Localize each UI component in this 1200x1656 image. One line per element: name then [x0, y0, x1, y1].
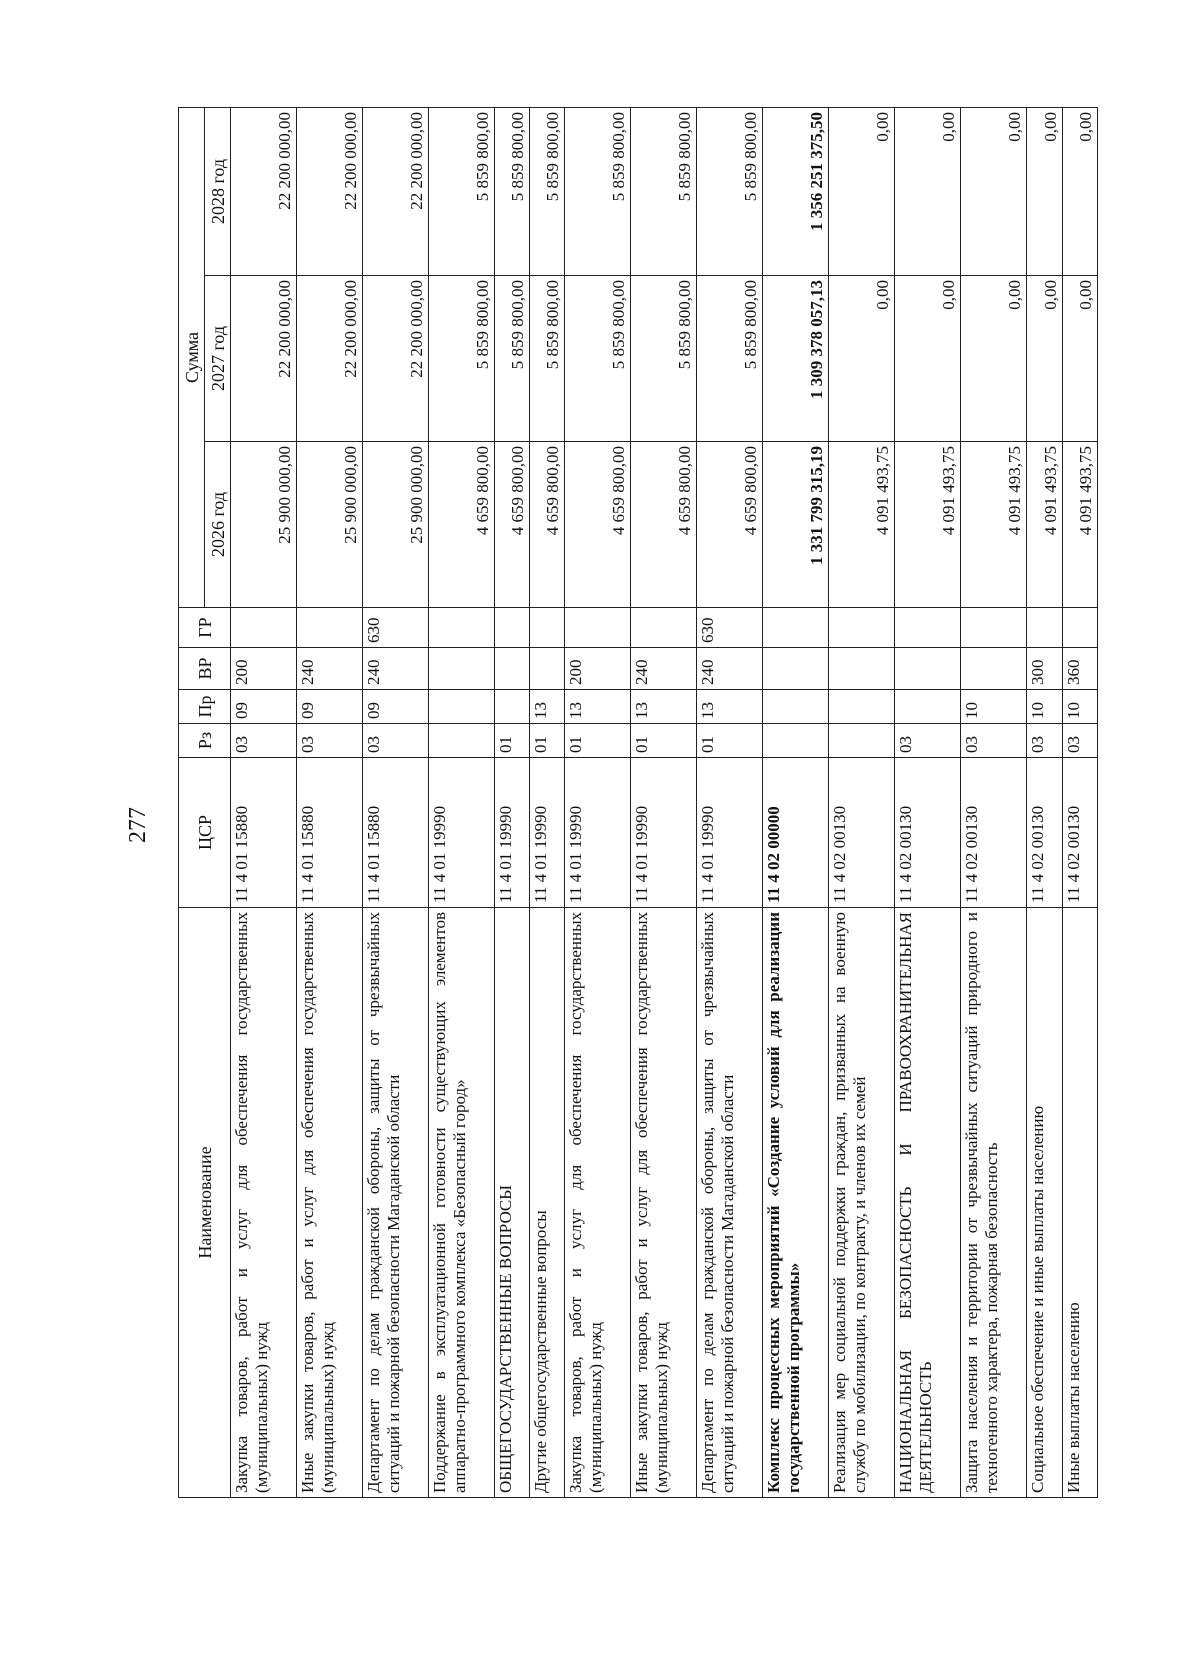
cell-gr [961, 608, 1027, 648]
header-pr: Пр [179, 690, 231, 724]
cell-vr: 200 [231, 648, 297, 690]
cell-vr: 240 [296, 648, 362, 690]
cell-name: Иные выплаты населению [1062, 908, 1098, 1498]
cell-name: Реализация мер социальной поддержки граждан, призванных на военную службу по мобилизации, по контракту, и членов их семей [829, 908, 895, 1498]
table-row [428, 107, 494, 1497]
cell-vr [494, 648, 529, 690]
header-sum: Сумма [179, 107, 205, 607]
cell-name: Поддержание в эксплуатационной готовности существующих элементов аппаратно-программного комплекса «Безопасный город» [428, 908, 494, 1498]
cell-y2028: 5 859 800,00 [530, 107, 565, 275]
cell-csr: 11 4 02 00130 [961, 758, 1027, 908]
table-row [1027, 107, 1062, 1497]
cell-csr: 11 4 01 19990 [631, 758, 697, 908]
cell-vr [829, 648, 895, 690]
table-row [1062, 107, 1098, 1497]
cell-y2027: 5 859 800,00 [428, 276, 494, 442]
cell-rz [763, 724, 829, 758]
budget-table [178, 107, 1098, 1498]
header-vr: ВР [179, 648, 231, 690]
table-row [296, 107, 362, 1497]
cell-csr: 11 4 01 19990 [697, 758, 763, 908]
cell-pr: 09 [362, 690, 428, 724]
table-body [231, 107, 1098, 1497]
header-2027: 2027 год [205, 276, 231, 442]
cell-rz: 01 [565, 724, 631, 758]
cell-pr: 10 [961, 690, 1027, 724]
cell-csr: 11 4 01 15880 [362, 758, 428, 908]
cell-y2028: 0,00 [961, 107, 1027, 275]
table-row [362, 107, 428, 1497]
cell-y2028: 0,00 [1027, 107, 1062, 275]
cell-csr: 11 4 01 19990 [494, 758, 529, 908]
cell-y2027: 5 859 800,00 [565, 276, 631, 442]
cell-name: Департамент по делам гражданской обороны, защиты от чрезвычайных ситуаций и пожарной безопасности Магаданской области [697, 908, 763, 1498]
cell-vr [763, 648, 829, 690]
cell-y2027: 0,00 [961, 276, 1027, 442]
cell-y2026: 4 659 800,00 [697, 442, 763, 608]
cell-y2027: 0,00 [895, 276, 961, 442]
budget-table-rotated [178, 108, 1098, 1498]
cell-rz: 03 [296, 724, 362, 758]
cell-rz: 03 [961, 724, 1027, 758]
cell-pr: 13 [697, 690, 763, 724]
cell-name: Закупка товаров, работ и услуг для обеспечения государственных (муниципальных) нужд [565, 908, 631, 1498]
table-row [895, 107, 961, 1497]
cell-pr: 13 [631, 690, 697, 724]
cell-name: Защита населения и территории от чрезвычайных ситуаций природного и техногенного характера, пожарная безопасность [961, 908, 1027, 1498]
cell-csr: 11 4 02 00130 [895, 758, 961, 908]
cell-y2026: 4 659 800,00 [631, 442, 697, 608]
table-row [231, 107, 297, 1497]
cell-gr: 630 [697, 608, 763, 648]
cell-y2026: 4 659 800,00 [565, 442, 631, 608]
cell-pr: 09 [231, 690, 297, 724]
header-name: Наименование [179, 908, 231, 1498]
table-row [530, 107, 565, 1497]
cell-gr [231, 608, 297, 648]
header-csr: ЦСР [179, 758, 231, 908]
cell-pr: 09 [296, 690, 362, 724]
cell-gr [829, 608, 895, 648]
cell-vr: 360 [1062, 648, 1098, 690]
cell-vr [895, 648, 961, 690]
cell-vr: 240 [362, 648, 428, 690]
cell-y2028: 5 859 800,00 [494, 107, 529, 275]
cell-gr [494, 608, 529, 648]
cell-gr [1027, 608, 1062, 648]
cell-y2028: 0,00 [1062, 107, 1098, 275]
table-row [631, 107, 697, 1497]
cell-csr: 11 4 02 00130 [1062, 758, 1098, 908]
table-row [494, 107, 529, 1497]
cell-y2027: 22 200 000,00 [231, 276, 297, 442]
cell-pr [829, 690, 895, 724]
cell-y2027: 1 309 378 057,13 [763, 276, 829, 442]
cell-name: Социальное обеспечение и иные выплаты населению [1027, 908, 1062, 1498]
cell-y2028: 1 356 251 375,50 [763, 107, 829, 275]
cell-vr: 240 [697, 648, 763, 690]
cell-rz: 03 [362, 724, 428, 758]
cell-y2027: 5 859 800,00 [494, 276, 529, 442]
cell-y2026: 25 900 000,00 [362, 442, 428, 608]
cell-rz: 03 [895, 724, 961, 758]
cell-pr [763, 690, 829, 724]
cell-y2027: 0,00 [829, 276, 895, 442]
cell-y2028: 5 859 800,00 [631, 107, 697, 275]
cell-rz [829, 724, 895, 758]
header-2026: 2026 год [205, 442, 231, 608]
cell-name: Комплекс процессных мероприятий «Создание условий для реализации государственной программы» [763, 908, 829, 1498]
cell-rz [428, 724, 494, 758]
cell-csr: 11 4 01 15880 [296, 758, 362, 908]
cell-gr [631, 608, 697, 648]
cell-csr: 11 4 02 00130 [829, 758, 895, 908]
cell-pr [895, 690, 961, 724]
cell-y2026: 4 091 493,75 [961, 442, 1027, 608]
cell-gr [763, 608, 829, 648]
cell-y2026: 4 659 800,00 [428, 442, 494, 608]
cell-gr [530, 608, 565, 648]
cell-csr: 11 4 01 19990 [428, 758, 494, 908]
cell-pr: 13 [565, 690, 631, 724]
cell-vr [428, 648, 494, 690]
cell-gr [296, 608, 362, 648]
cell-rz: 03 [1027, 724, 1062, 758]
cell-pr [494, 690, 529, 724]
cell-y2027: 22 200 000,00 [296, 276, 362, 442]
cell-y2027: 5 859 800,00 [631, 276, 697, 442]
cell-y2026: 4 091 493,75 [829, 442, 895, 608]
cell-y2026: 25 900 000,00 [231, 442, 297, 608]
cell-gr [565, 608, 631, 648]
table-row [829, 107, 895, 1497]
cell-y2026: 25 900 000,00 [296, 442, 362, 608]
header-2028: 2028 год [205, 107, 231, 275]
cell-y2026: 4 659 800,00 [494, 442, 529, 608]
cell-y2027: 0,00 [1062, 276, 1098, 442]
cell-y2026: 4 091 493,75 [1062, 442, 1098, 608]
cell-gr: 630 [362, 608, 428, 648]
cell-y2028: 5 859 800,00 [428, 107, 494, 275]
table-row [697, 107, 763, 1497]
cell-name: ОБЩЕГОСУДАРСТВЕННЫЕ ВОПРОСЫ [494, 908, 529, 1498]
cell-y2028: 5 859 800,00 [697, 107, 763, 275]
cell-y2026: 1 331 799 315,19 [763, 442, 829, 608]
cell-rz: 01 [697, 724, 763, 758]
cell-name: Иные закупки товаров, работ и услуг для обеспечения государственных (муниципальных) нужд [296, 908, 362, 1498]
cell-csr: 11 4 01 15880 [231, 758, 297, 908]
cell-y2028: 22 200 000,00 [362, 107, 428, 275]
cell-gr [895, 608, 961, 648]
cell-csr: 11 4 02 00130 [1027, 758, 1062, 908]
cell-vr: 300 [1027, 648, 1062, 690]
cell-y2028: 22 200 000,00 [231, 107, 297, 275]
cell-y2026: 4 091 493,75 [1027, 442, 1062, 608]
cell-csr: 11 4 01 19990 [565, 758, 631, 908]
cell-gr [428, 608, 494, 648]
cell-pr [428, 690, 494, 724]
cell-csr: 11 4 01 19990 [530, 758, 565, 908]
table-row [763, 107, 829, 1497]
header-rz: Рз [179, 724, 231, 758]
cell-csr: 11 4 02 00000 [763, 758, 829, 908]
cell-y2028: 0,00 [829, 107, 895, 275]
cell-name: НАЦИОНАЛЬНАЯ БЕЗОПАСНОСТЬ И ПРАВООХРАНИТЕЛЬНАЯ ДЕЯТЕЛЬНОСТЬ [895, 908, 961, 1498]
cell-y2026: 4 091 493,75 [895, 442, 961, 608]
table-row [565, 107, 631, 1497]
cell-name: Закупка товаров, работ и услуг для обеспечения государственных (муниципальных) нужд [231, 908, 297, 1498]
cell-vr [961, 648, 1027, 690]
cell-name: Другие общегосударственные вопросы [530, 908, 565, 1498]
cell-y2027: 0,00 [1027, 276, 1062, 442]
cell-vr: 240 [631, 648, 697, 690]
cell-y2028: 0,00 [895, 107, 961, 275]
cell-y2027: 22 200 000,00 [362, 276, 428, 442]
cell-y2028: 5 859 800,00 [565, 107, 631, 275]
header-gr: ГР [179, 608, 231, 648]
cell-vr [530, 648, 565, 690]
page-number: 277 [125, 807, 151, 843]
cell-pr: 10 [1027, 690, 1062, 724]
table-row [961, 107, 1027, 1497]
cell-rz: 01 [530, 724, 565, 758]
cell-rz: 03 [231, 724, 297, 758]
cell-rz: 01 [494, 724, 529, 758]
cell-y2028: 22 200 000,00 [296, 107, 362, 275]
cell-vr: 200 [565, 648, 631, 690]
cell-y2027: 5 859 800,00 [697, 276, 763, 442]
cell-rz: 01 [631, 724, 697, 758]
cell-gr [1062, 608, 1098, 648]
cell-rz: 03 [1062, 724, 1098, 758]
cell-y2027: 5 859 800,00 [530, 276, 565, 442]
cell-pr: 13 [530, 690, 565, 724]
cell-name: Иные закупки товаров, работ и услуг для обеспечения государственных (муниципальных) нужд [631, 908, 697, 1498]
cell-pr: 10 [1062, 690, 1098, 724]
cell-y2026: 4 659 800,00 [530, 442, 565, 608]
cell-name: Департамент по делам гражданской обороны, защиты от чрезвычайных ситуаций и пожарной безопасности Магаданской области [362, 908, 428, 1498]
